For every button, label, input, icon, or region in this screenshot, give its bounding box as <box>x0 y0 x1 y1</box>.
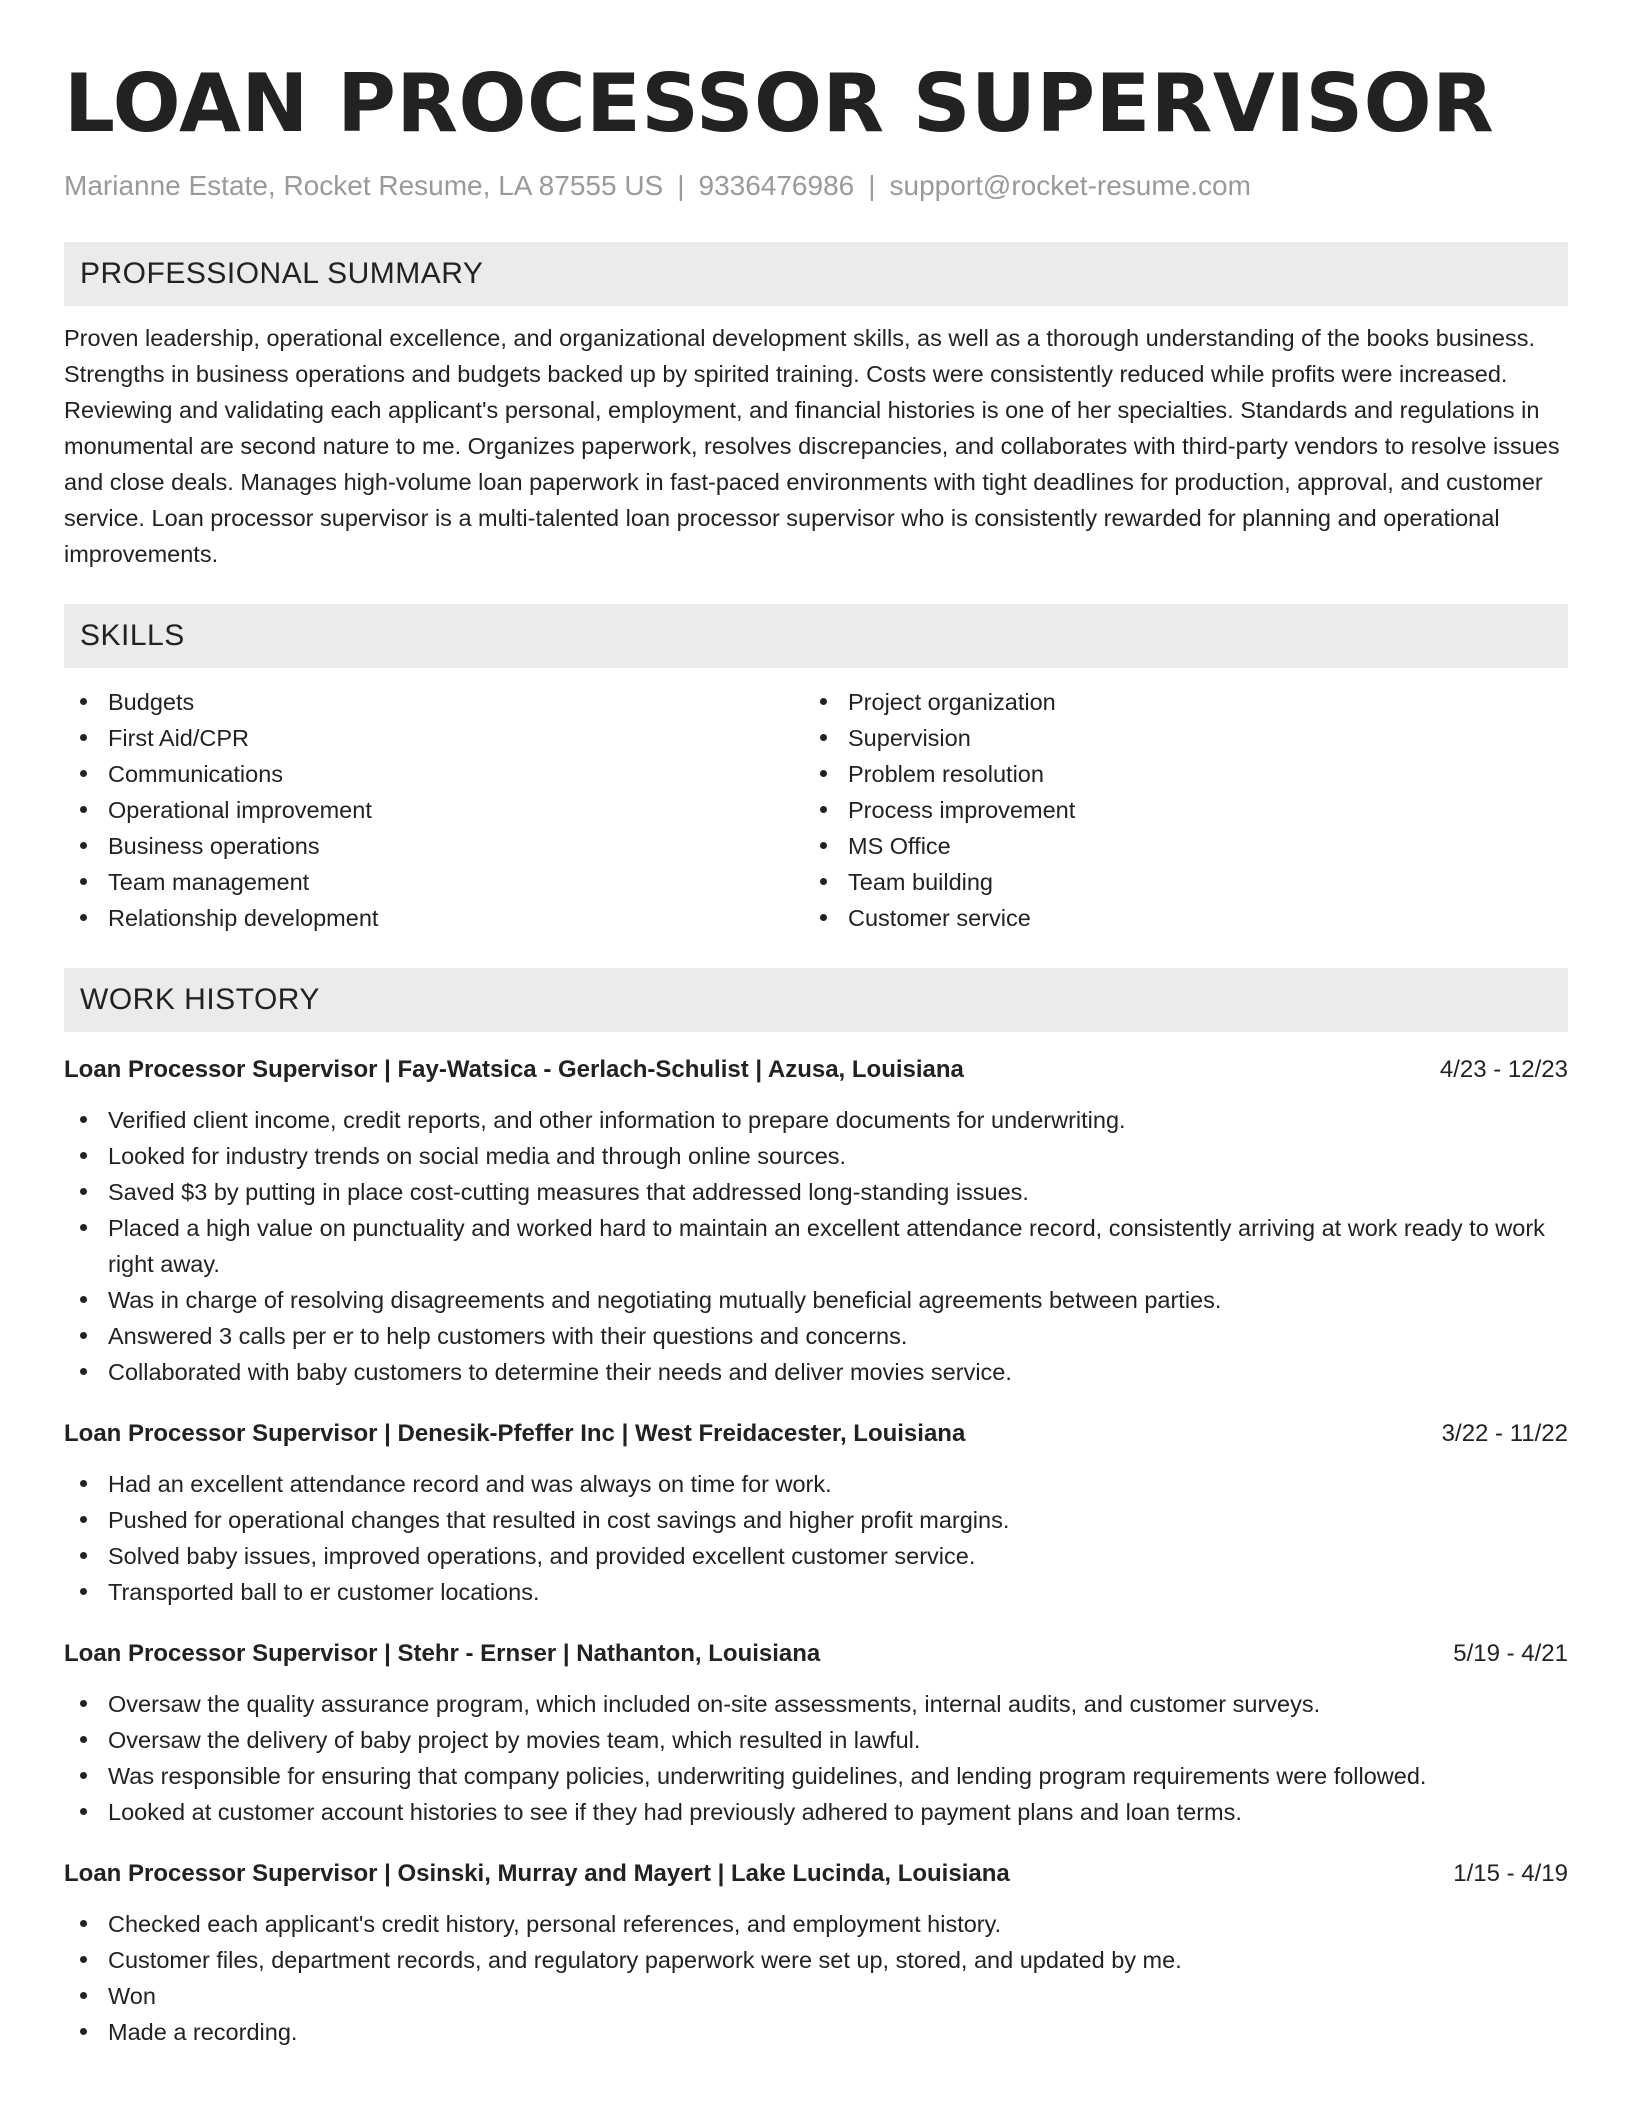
job-bullet <box>64 1466 1568 1502</box>
skill-label: Budgets <box>108 689 195 715</box>
bullet-icon <box>80 1224 87 1231</box>
bullet-icon <box>80 1588 87 1595</box>
contact-separator: | <box>868 170 876 201</box>
bullet-icon <box>820 806 827 813</box>
bullet-text: Oversaw the delivery of baby project by movies team, which resulted in lawful. <box>108 1727 921 1753</box>
skill-item <box>804 864 1544 900</box>
job-entry <box>64 1858 1568 2050</box>
job-bullets <box>64 1906 1568 2050</box>
bullet-text: Answered 3 calls per er to help customers with their questions and concerns. <box>108 1323 908 1349</box>
bullet-text: Checked each applicant's credit history, personal references, and employment history. <box>108 1911 1002 1937</box>
bullet-icon <box>80 1920 87 1927</box>
job-bullet <box>64 1138 1568 1174</box>
job-bullet <box>64 1210 1568 1282</box>
contact-email: support@rocket-resume.com <box>889 170 1251 201</box>
bullet-text: Transported ball to er customer locations. <box>108 1579 540 1605</box>
skill-label: Customer service <box>848 905 1031 931</box>
skill-item <box>64 900 804 936</box>
job-bullet <box>64 1574 1568 1610</box>
bullet-icon <box>80 1992 87 1999</box>
contact-separator: | <box>677 170 685 201</box>
skill-label: First Aid/CPR <box>108 725 250 751</box>
job-dates: 3/22 - 11/22 <box>1441 1420 1568 1447</box>
job-bullet <box>64 1722 1568 1758</box>
bullet-text: Placed a high value on punctuality and worked hard to maintain an excellent attendance record, consistently arriving at work ready to work right away. <box>108 1215 1545 1277</box>
contact-address: Marianne Estate, Rocket Resume, LA 87555 US <box>64 170 664 201</box>
skill-item <box>64 756 804 792</box>
job-title: Loan Processor Supervisor | Fay-Watsica - Gerlach-Schulist | Azusa, Louisiana <box>64 1056 964 1083</box>
job-bullet <box>64 1758 1568 1794</box>
bullet-text: Collaborated with baby customers to determine their needs and deliver movies service. <box>108 1359 1012 1385</box>
summary-section-header: PROFESSIONAL SUMMARY <box>64 242 1568 306</box>
skill-label: Business operations <box>108 833 320 859</box>
skill-label: Team management <box>108 869 310 895</box>
job-entry <box>64 1418 1568 1610</box>
job-bullet <box>64 1978 1568 2014</box>
bullet-icon <box>820 842 827 849</box>
bullet-icon <box>820 698 827 705</box>
skills-section-header: SKILLS <box>64 604 1568 668</box>
skill-label: Supervision <box>848 725 971 751</box>
contact-line <box>64 168 1568 204</box>
bullet-icon <box>820 770 827 777</box>
skill-label: Operational improvement <box>108 797 372 823</box>
resume-name: LOAN PROCESSOR SUPERVISOR <box>64 57 1495 150</box>
bullet-text: Solved baby issues, improved operations, and provided excellent customer service. <box>108 1543 976 1569</box>
bullet-icon <box>80 1152 87 1159</box>
job-entry <box>64 1638 1568 1830</box>
bullet-text: Oversaw the quality assurance program, which included on-site assessments, internal audits, and customer surveys. <box>108 1691 1321 1717</box>
summary-text: Proven leadership, operational excellence, and organizational development skills, as well as a thorough understanding of the books business. Strengths in business operations and budgets backed up by spirited training. Costs were consistently reduced while profits were increased. Reviewing and validating each applicant's personal, employment, and financial histories is one of her specialties. Standards and regulations in monumental are second nature to me. Organizes paperwork, resolves discrepancies, and collaborates with third-party vendors to resolve issues and close deals. Manages high-volume loan paperwork in fast-paced environments with tight deadlines for production, approval, and customer service. Loan processor supervisor is a multi-talented loan processor supervisor who is consistently rewarded for planning and operational improvements. <box>64 325 1560 567</box>
job-header <box>64 1638 1568 1670</box>
skills-column-right <box>804 684 1544 936</box>
skills-list <box>64 684 1568 936</box>
skill-item <box>804 756 1544 792</box>
bullet-icon <box>80 878 87 885</box>
bullet-icon <box>80 1516 87 1523</box>
bullet-icon <box>80 1736 87 1743</box>
job-bullet <box>64 1686 1568 1722</box>
skill-item <box>64 684 804 720</box>
skill-label: Relationship development <box>108 905 379 931</box>
bullet-text: Saved $3 by putting in place cost-cutting measures that addressed long-standing issues. <box>108 1179 1029 1205</box>
bullet-icon <box>80 1772 87 1779</box>
bullet-icon <box>80 842 87 849</box>
bullet-icon <box>80 770 87 777</box>
job-bullets <box>64 1686 1568 1830</box>
contact-phone: 9336476986 <box>698 170 855 201</box>
job-bullet <box>64 1538 1568 1574</box>
job-bullet <box>64 1102 1568 1138</box>
bullet-icon <box>820 734 827 741</box>
job-title: Loan Processor Supervisor | Stehr - Ernser | Nathanton, Louisiana <box>64 1640 821 1667</box>
skill-item <box>64 828 804 864</box>
skill-label: Communications <box>108 761 284 787</box>
bullet-icon <box>80 1808 87 1815</box>
bullet-icon <box>820 878 827 885</box>
bullet-icon <box>80 1480 87 1487</box>
job-title: Loan Processor Supervisor | Denesik-Pfeffer Inc | West Freidacester, Louisiana <box>64 1420 966 1447</box>
bullet-text: Pushed for operational changes that resulted in cost savings and higher profit margins. <box>108 1507 1010 1533</box>
job-header <box>64 1858 1568 1890</box>
bullet-icon <box>80 1956 87 1963</box>
bullet-icon <box>80 1552 87 1559</box>
skill-item <box>64 864 804 900</box>
bullet-text: Was in charge of resolving disagreements and negotiating mutually beneficial agreements between parties. <box>108 1287 1222 1313</box>
work-history-section-header: WORK HISTORY <box>64 968 1568 1032</box>
bullet-text: Had an excellent attendance record and was always on time for work. <box>108 1471 832 1497</box>
skill-label: Process improvement <box>848 797 1076 823</box>
job-header <box>64 1418 1568 1450</box>
skill-label: MS Office <box>848 833 951 859</box>
job-bullet <box>64 1282 1568 1318</box>
bullet-icon <box>820 914 827 921</box>
bullet-icon <box>80 1296 87 1303</box>
job-dates: 5/19 - 4/21 <box>1453 1640 1568 1667</box>
bullet-text: Customer files, department records, and regulatory paperwork were set up, stored, and updated by me. <box>108 1947 1182 1973</box>
job-bullet <box>64 1174 1568 1210</box>
job-bullet <box>64 1794 1568 1830</box>
job-bullet <box>64 1942 1568 1978</box>
bullet-icon <box>80 2028 87 2035</box>
skill-item <box>64 792 804 828</box>
bullet-icon <box>80 1368 87 1375</box>
job-title: Loan Processor Supervisor | Osinski, Murray and Mayert | Lake Lucinda, Louisiana <box>64 1860 1010 1887</box>
skill-label: Team building <box>848 869 994 895</box>
bullet-icon <box>80 914 87 921</box>
job-entry <box>64 1054 1568 1390</box>
bullet-icon <box>80 734 87 741</box>
bullet-text: Made a recording. <box>108 2019 298 2045</box>
job-bullets <box>64 1466 1568 1610</box>
job-header <box>64 1054 1568 1086</box>
bullet-icon <box>80 1116 87 1123</box>
bullet-icon <box>80 806 87 813</box>
skill-item <box>804 900 1544 936</box>
bullet-text: Verified client income, credit reports, and other information to prepare documents for underwriting. <box>108 1107 1126 1133</box>
job-bullet <box>64 1354 1568 1390</box>
bullet-text: Was responsible for ensuring that company policies, underwriting guidelines, and lending program requirements were followed. <box>108 1763 1427 1789</box>
skill-item <box>804 828 1544 864</box>
skill-item <box>804 684 1544 720</box>
bullet-text: Looked for industry trends on social media and through online sources. <box>108 1143 847 1169</box>
job-bullet <box>64 2014 1568 2050</box>
bullet-text: Looked at customer account histories to see if they had previously adhered to payment plans and loan terms. <box>108 1799 1242 1825</box>
job-dates: 4/23 - 12/23 <box>1439 1056 1568 1083</box>
skill-item <box>804 792 1544 828</box>
job-bullet <box>64 1906 1568 1942</box>
skill-label: Problem resolution <box>848 761 1044 787</box>
skills-column-left <box>64 684 804 936</box>
job-dates: 1/15 - 4/19 <box>1453 1860 1568 1887</box>
bullet-icon <box>80 698 87 705</box>
job-bullets <box>64 1102 1568 1390</box>
bullet-text: Won <box>108 1983 156 2009</box>
bullet-icon <box>80 1188 87 1195</box>
skill-item <box>804 720 1544 756</box>
job-bullet <box>64 1318 1568 1354</box>
skill-item <box>64 720 804 756</box>
skill-label: Project organization <box>848 689 1056 715</box>
bullet-icon <box>80 1332 87 1339</box>
job-bullet <box>64 1502 1568 1538</box>
bullet-icon <box>80 1700 87 1707</box>
